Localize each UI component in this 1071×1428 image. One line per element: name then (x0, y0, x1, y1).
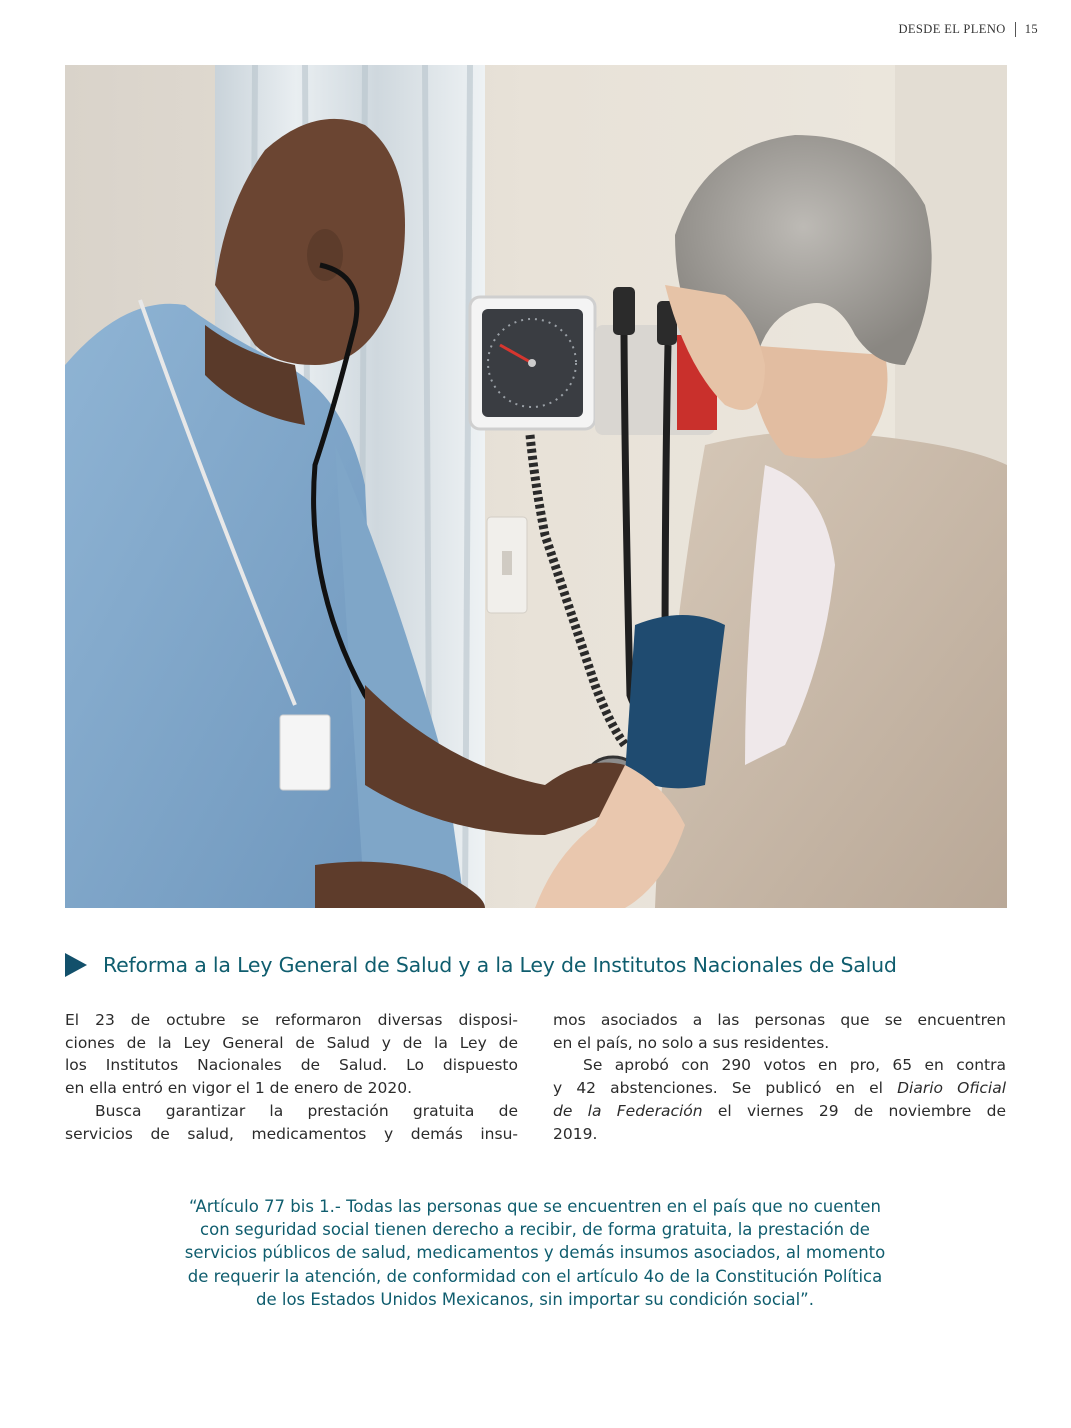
publication-name: de la Federación (553, 1101, 703, 1120)
text-line: en el país, no solo a sus residentes. (553, 1033, 830, 1052)
text-line (553, 1077, 1006, 1100)
paragraph-2-continued (553, 1009, 1006, 1054)
text-line: 2019. (553, 1124, 598, 1143)
text-line: El 23 de octubre se reformaron diversas disposi- (65, 1011, 518, 1029)
paragraph-2 (65, 1100, 518, 1145)
publication-name: Diario Oficial (897, 1079, 1006, 1098)
page-number: 15 (1024, 22, 1038, 36)
text-line: ciones de la Ley General de Salud y de la Ley de (65, 1033, 518, 1052)
section-title: DESDE EL PLENO (898, 22, 1006, 36)
paragraph-3 (553, 1054, 1006, 1145)
text-line (553, 1100, 1006, 1123)
quote-line: de requerir la atención, de conformidad con el artículo 4o de la Constitución Política (187, 1266, 883, 1286)
column-left (65, 1009, 518, 1145)
doctor-patient-photo (65, 65, 1007, 908)
text-line: mos asociados a las personas que se encuentren (553, 1011, 1006, 1029)
text-line: en ella entró en vigor el 1 de enero de 2020. (65, 1079, 413, 1098)
quote-line: servicios públicos de salud, medicamentos y demás insumos asociados, al momento (184, 1243, 886, 1263)
quote-line: de los Estados Unidos Mexicanos, sin importar su condición social”. (256, 1289, 814, 1309)
paragraph-1 (65, 1009, 518, 1100)
text-line: Se aprobó con 290 votos en pro, 65 en contra (583, 1056, 1006, 1075)
text-segment: el viernes 29 de noviembre de (702, 1101, 1006, 1120)
triangle-bullet-icon (65, 953, 87, 977)
header-divider (1015, 22, 1016, 37)
article-heading (65, 953, 1015, 977)
column-right (553, 1009, 1006, 1145)
text-line: Busca garantizar la prestación gratuita de (95, 1101, 518, 1120)
article-title: Reforma a la Ley General de Salud y a la Ley de Institutos Nacionales de Salud (103, 953, 897, 977)
quote-line: “Artículo 77 bis 1.- Todas las personas que se encuentren en el país que no cuenten (189, 1197, 881, 1216)
text-line: servicios de salud, medicamentos y demás insu- (65, 1124, 518, 1143)
legal-quote (80, 1195, 990, 1311)
text-segment: y 42 abstenciones. Se publicó en el (553, 1079, 898, 1098)
running-head (898, 22, 1038, 37)
quote-line: con seguridad social tienen derecho a recibir, de forma gratuita, la prestación de (200, 1220, 870, 1240)
text-line: los Institutos Nacionales de Salud. Lo dispuesto (65, 1056, 518, 1075)
